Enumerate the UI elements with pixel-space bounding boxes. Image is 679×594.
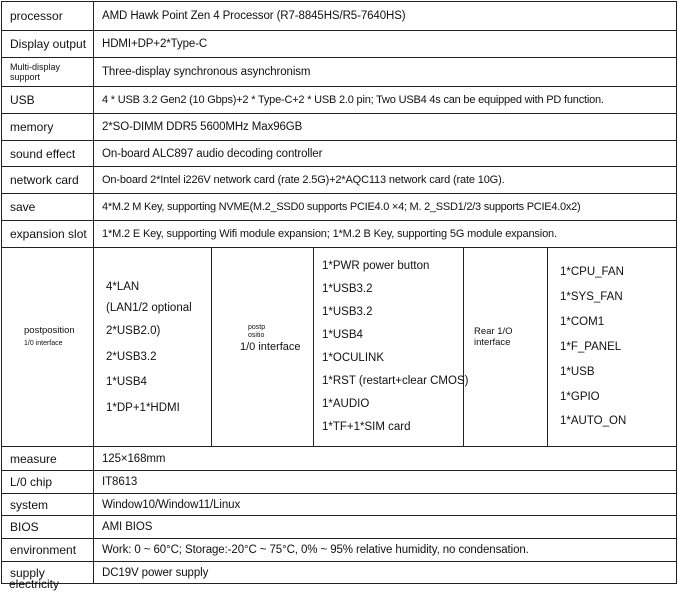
spec-value: On-board 2*Intel i226V network card (rate 2.5G)+2*AQC113 network card (rate 10G).	[102, 174, 505, 186]
spec-label: sound effect	[2, 141, 94, 166]
spec-row-environment	[1, 538, 677, 561]
spec-value: On-board ALC897 audio decoding controller	[102, 147, 323, 160]
ports-group-2-list	[314, 248, 469, 446]
spec-row-processor	[1, 1, 677, 30]
port-item: 1*TF+1*SIM card	[322, 421, 411, 433]
port-item: 1*DP+1*HDMI	[106, 402, 180, 414]
spec-row-sound-effect	[1, 140, 677, 166]
ports-group-1-title-cell	[2, 248, 94, 446]
spec-row-network-card	[1, 166, 677, 193]
spec-value: 4 * USB 3.2 Gen2 (10 Gbps)+2 * Type-C+2 * USB 2.0 pin; Two USB4 4s can be equipped with PD function.	[102, 94, 604, 106]
spec-value: 1*M.2 E Key, supporting Wifi module expansion; 1*M.2 B Key, supporting 5G module expansion.	[102, 228, 557, 240]
ports-group-2-title: postp ositio 1/0 interface	[240, 324, 301, 353]
spec-label: network card	[2, 167, 94, 193]
spec-label: memory	[2, 114, 94, 140]
port-item: (LAN1/2 optional	[106, 302, 192, 314]
spec-value: 2*SO-DIMM DDR5 5600MHz Max96GB	[102, 121, 303, 133]
port-item: 1*SYS_FAN	[560, 291, 623, 303]
spec-row-save	[1, 193, 677, 220]
port-item: 1*USB3.2	[322, 283, 373, 295]
ports-group-3-list	[548, 248, 676, 446]
spec-value: Work: 0 ~ 60°C; Storage:-20°C ~ 75°C, 0% ~ 95% relative humidity, no condensation.	[102, 544, 529, 556]
port-item: 1*PWR power button	[322, 260, 430, 272]
spec-label: supply	[2, 562, 94, 583]
spec-value: AMD Hawk Point Zen 4 Processor (R7-8845HS/R5-7640HS)	[102, 10, 406, 22]
spec-value: DC19V power supply	[102, 566, 209, 579]
spec-value: Three-display synchronous asynchronism	[102, 66, 311, 78]
spec-row-memory	[1, 113, 677, 140]
spec-value: AMI BIOS	[102, 521, 153, 533]
spec-row-supply	[1, 561, 677, 584]
spec-row-usb	[1, 86, 677, 113]
spec-table	[1, 1, 677, 592]
spec-label: system	[2, 494, 94, 515]
port-item: 4*LAN	[106, 281, 140, 293]
spec-label: L/0 chip	[2, 471, 94, 493]
spec-value: 125×168mm	[102, 452, 166, 465]
spec-label: Multi-display support	[2, 58, 94, 86]
spec-row-display-output	[1, 30, 677, 57]
spec-row-io-chip	[1, 470, 677, 493]
ports-block	[1, 247, 677, 446]
spec-row-system	[1, 493, 677, 515]
ports-group-1-list	[94, 248, 212, 446]
port-item: 1*CPU_FAN	[560, 266, 624, 278]
ports-group-3-title: Rear 1/O interface	[474, 326, 513, 348]
spec-label: environment	[2, 539, 94, 561]
ports-group-2-title-cell	[212, 248, 314, 446]
port-item: 1*USB4	[106, 376, 147, 388]
port-item: 1*OCULINK	[322, 352, 384, 364]
spec-value: 4*M.2 M Key, supporting NVME(M.2_SSD0 supports PCIE4.0 ×4; M. 2_SSD1/2/3 supports PCIE4.0x2)	[102, 201, 581, 213]
spec-row-expansion-slot	[1, 220, 677, 247]
port-item: 1*RST (restart+clear CMOS)	[322, 375, 469, 387]
spec-label: processor	[2, 2, 94, 30]
spec-label: USB	[2, 87, 94, 113]
spec-label-overflow: electricity	[9, 577, 60, 591]
spec-row-measure	[1, 446, 677, 470]
spec-label: save	[2, 194, 94, 220]
port-item: 1*AUTO_ON	[560, 415, 627, 427]
spec-label: BIOS	[2, 516, 94, 538]
spec-row-bios	[1, 515, 677, 538]
spec-row-multi-display	[1, 57, 677, 86]
port-item: 1*AUDIO	[322, 398, 370, 410]
port-item: 1*USB	[560, 366, 595, 378]
spec-value: HDMI+DP+2*Type-C	[102, 38, 208, 50]
port-item: 1*COM1	[560, 316, 605, 328]
port-item: 1*F_PANEL	[560, 341, 622, 353]
port-item: 2*USB3.2	[106, 351, 157, 363]
port-item: 2*USB2.0)	[106, 325, 161, 337]
ports-group-3-title-cell	[464, 248, 548, 446]
ports-group-1-title: postposition 1/0 interface	[24, 325, 75, 347]
port-item: 1*USB3.2	[322, 306, 373, 318]
spec-value: IT8613	[102, 476, 138, 488]
port-item: 1*GPIO	[560, 391, 600, 403]
spec-label: expansion slot	[2, 221, 94, 247]
spec-value: Window10/Window11/Linux	[102, 498, 241, 511]
port-item: 1*USB4	[322, 329, 363, 341]
spec-label: Display output	[2, 31, 94, 57]
spec-label: measure	[2, 447, 94, 470]
